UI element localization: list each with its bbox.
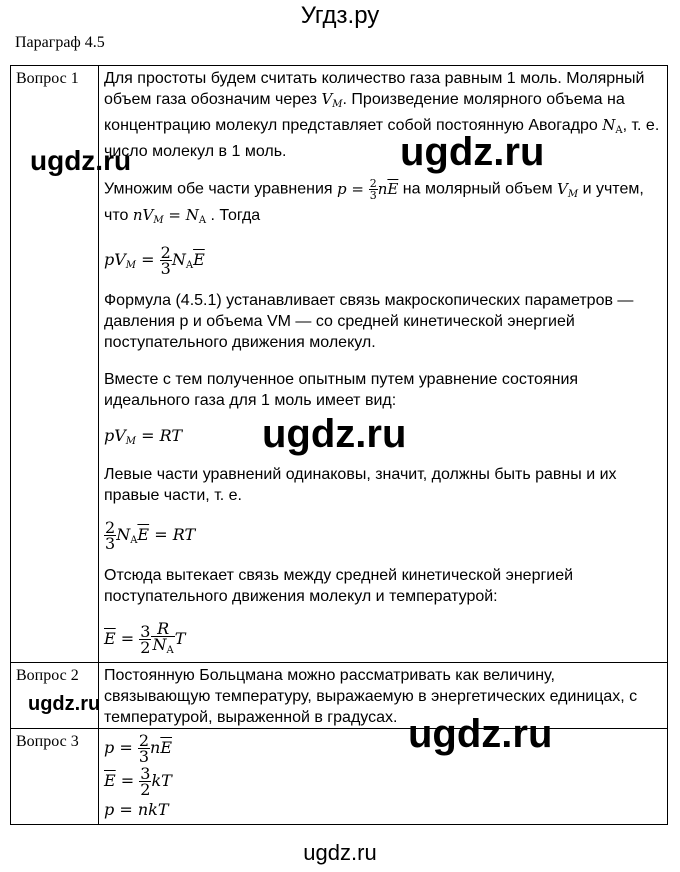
question-label-2: Вопрос 2 <box>11 662 99 728</box>
watermark-3: ugdz.ru <box>262 412 407 456</box>
answer-1-paragraph-2: Умножим обе части уравнения p = $\frac{2}{3}$ $n\overline{E}$ на молярный объем $V_M$ и учтем, что $nV_M = N_A$ . Тогда <box>104 177 644 226</box>
paragraph-label: Параграф 4.5 <box>15 34 105 51</box>
answer-1-paragraph-5: Левые части уравнений одинаковы, значит, должны быть равны и их правые части, т. е. <box>104 465 617 504</box>
watermark-2: ugdz.ru <box>400 130 545 174</box>
formula-e-rt: $\overline{E}$ = $\frac{3}{2}$ $\frac{R}{NA}$ T <box>104 618 186 657</box>
formula-e-kt: $\overline{E}$ = $\frac{3}{2}$ kT <box>104 763 172 799</box>
question-row-3 <box>11 728 668 824</box>
answer-1-paragraph-6: Отсюда вытекает связь между средней кинетической энергией поступательного движения молекул и температурой: <box>104 566 574 605</box>
formula-nvm: $nV_M = N_A$ <box>132 205 207 226</box>
question-label-1: Вопрос 1 <box>11 66 99 663</box>
site-title: Угдз.ру <box>300 2 380 29</box>
watermark-1: ugdz.ru <box>30 145 132 176</box>
answer-2-text: Постоянную Больцмана можно рассматривать как величину, связывающую температуру, выражаемую в энергетических единицах, с температурой, выраженной в градусах. <box>104 666 638 726</box>
question-label-3: Вопрос 3 <box>11 728 99 824</box>
answer-cell-3 <box>99 728 668 824</box>
answer-1-paragraph-3: Формула (4.5.1) устанавливает связь макроскопических параметров — давления р и объема VM — со средней кинетической энергией поступательного движения молекул. <box>104 291 634 351</box>
answer-cell-1 <box>99 66 668 663</box>
answer-1-paragraph-4: Вместе с тем полученное опытным путем уравнение состояния идеального газа для 1 моль имеет вид: <box>104 370 579 409</box>
formula-pvm: $pV_M$ = $\frac{2}{3}$ $NA\overline{E}$ <box>104 242 205 278</box>
formula-p-ne: p = $\frac{2}{3}$ $n\overline{E}$ <box>104 730 173 766</box>
footer-site: ugdz.ru <box>303 840 377 865</box>
formula-pvm-rt: $pV_M$ = RT <box>104 425 183 447</box>
answer-cell-2 <box>99 662 668 728</box>
answer-1-paragraph-1: Для простоты будем считать количество газа равным 1 моль. Молярный объем газа обозначим через $V_M$. Произведение молярного объема на концентрацию молекул представляет собой постоянную Авогадро $N_A$, т. е. число молекул в 1 моль. <box>104 70 660 160</box>
watermark-5: ugdz.ru <box>408 712 553 756</box>
formula-p-eq: p = $\frac{2}{3}$ $n\overline{E}$ <box>337 177 399 202</box>
watermark-4: ugdz.ru <box>28 693 101 715</box>
formula-p-nkt: p = nkT <box>104 799 169 819</box>
question-row-2 <box>11 662 668 728</box>
formula-na-e-rt: $\frac{2}{3}$ $NA\overline{E}$ = RT <box>105 517 196 553</box>
